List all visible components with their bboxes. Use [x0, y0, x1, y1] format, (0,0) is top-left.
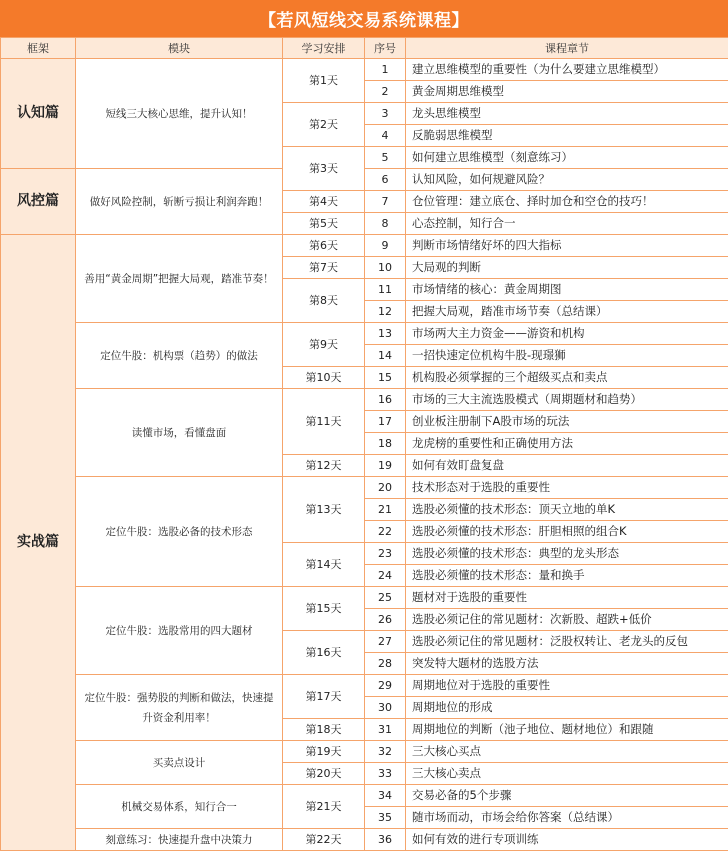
module-cell: 短线三大核心思维，提升认知！ [76, 59, 283, 169]
chapter-cell: 交易必备的5个步骤 [406, 785, 728, 807]
row-number: 27 [365, 631, 406, 653]
row-number: 14 [365, 345, 406, 367]
chapter-cell: 选股必须记住的常见题材：次新股、超跌+低价 [406, 609, 728, 631]
row-number: 8 [365, 213, 406, 235]
table-row [1, 389, 728, 411]
row-number: 36 [365, 829, 406, 851]
table-row [1, 829, 728, 851]
row-number: 10 [365, 257, 406, 279]
day-cell: 第12天 [283, 455, 365, 477]
chapter-cell: 周期地位对于选股的重要性 [406, 675, 728, 697]
row-number: 11 [365, 279, 406, 301]
row-number: 9 [365, 235, 406, 257]
chapter-cell: 如何建立思维模型（刻意练习） [406, 147, 728, 169]
row-number: 22 [365, 521, 406, 543]
table-row [1, 323, 728, 345]
chapter-cell: 选股必须懂的技术形态：顶天立地的单K [406, 499, 728, 521]
table-row [1, 741, 728, 763]
row-number: 33 [365, 763, 406, 785]
table-row [1, 235, 728, 257]
row-number: 34 [365, 785, 406, 807]
chapter-cell: 周期地位的判断（池子地位、题材地位）和跟随 [406, 719, 728, 741]
day-cell: 第17天 [283, 675, 365, 719]
chapter-cell: 黄金周期思维模型 [406, 81, 728, 103]
row-number: 29 [365, 675, 406, 697]
table-row [1, 59, 728, 81]
section-risk: 风控篇 [1, 169, 76, 235]
chapter-cell: 如何有效的进行专项训练 [406, 829, 728, 851]
section-cognition: 认知篇 [1, 59, 76, 169]
day-cell: 第9天 [283, 323, 365, 367]
chapter-cell: 建立思维模型的重要性（为什么要建立思维模型） [406, 59, 728, 81]
row-number: 21 [365, 499, 406, 521]
row-number: 17 [365, 411, 406, 433]
chapter-cell: 市场两大主力资金——游资和机构 [406, 323, 728, 345]
day-cell: 第16天 [283, 631, 365, 675]
row-number: 5 [365, 147, 406, 169]
row-number: 23 [365, 543, 406, 565]
chapter-cell: 选股必须懂的技术形态：量和换手 [406, 565, 728, 587]
day-cell: 第7天 [283, 257, 365, 279]
row-number: 24 [365, 565, 406, 587]
page-title: 【若风短线交易系统课程】 [0, 0, 728, 37]
row-number: 16 [365, 389, 406, 411]
day-cell: 第20天 [283, 763, 365, 785]
module-cell: 定位牛股：强势股的判断和做法，快速提升资金利用率！ [76, 675, 283, 741]
module-cell: 刻意练习：快速提升盘中决策力 [76, 829, 283, 851]
row-number: 31 [365, 719, 406, 741]
module-cell: 善用“黄金周期”把握大局观，踏准节奏！ [76, 235, 283, 323]
row-number: 6 [365, 169, 406, 191]
module-cell: 定位牛股：机构票（趋势）的做法 [76, 323, 283, 389]
day-cell: 第4天 [283, 191, 365, 213]
row-number: 25 [365, 587, 406, 609]
day-cell: 第10天 [283, 367, 365, 389]
header-module: 模块 [76, 38, 283, 59]
chapter-cell: 突发特大题材的选股方法 [406, 653, 728, 675]
row-number: 3 [365, 103, 406, 125]
row-number: 15 [365, 367, 406, 389]
module-cell: 定位牛股：选股常用的四大题材 [76, 587, 283, 675]
row-number: 30 [365, 697, 406, 719]
module-cell: 买卖点设计 [76, 741, 283, 785]
chapter-cell: 选股必须记住的常见题材：泛股权转让、老龙头的反包 [406, 631, 728, 653]
day-cell: 第18天 [283, 719, 365, 741]
chapter-cell: 反脆弱思维模型 [406, 125, 728, 147]
day-cell: 第8天 [283, 279, 365, 323]
chapter-cell: 龙头思维模型 [406, 103, 728, 125]
row-number: 20 [365, 477, 406, 499]
chapter-cell: 龙虎榜的重要性和正确使用方法 [406, 433, 728, 455]
day-cell: 第2天 [283, 103, 365, 147]
chapter-cell: 把握大局观，踏准市场节奏（总结课） [406, 301, 728, 323]
day-cell: 第3天 [283, 147, 365, 191]
day-cell: 第14天 [283, 543, 365, 587]
day-cell: 第15天 [283, 587, 365, 631]
day-cell: 第5天 [283, 213, 365, 235]
chapter-cell: 市场的三大主流选股模式（周期题材和趋势） [406, 389, 728, 411]
chapter-cell: 仓位管理：建立底仓、择时加仓和空仓的技巧！ [406, 191, 728, 213]
row-number: 7 [365, 191, 406, 213]
chapter-cell: 选股必须懂的技术形态：肝胆相照的组合K [406, 521, 728, 543]
chapter-cell: 技术形态对于选股的重要性 [406, 477, 728, 499]
chapter-cell: 随市场而动，市场会给你答案（总结课） [406, 807, 728, 829]
chapter-cell: 选股必须懂的技术形态：典型的龙头形态 [406, 543, 728, 565]
day-cell: 第19天 [283, 741, 365, 763]
row-number: 32 [365, 741, 406, 763]
header-framework: 框架 [1, 38, 76, 59]
row-number: 1 [365, 59, 406, 81]
row-number: 18 [365, 433, 406, 455]
chapter-cell: 认知风险，如何规避风险？ [406, 169, 728, 191]
table-row [1, 587, 728, 609]
day-cell: 第11天 [283, 389, 365, 455]
module-cell: 做好风险控制，斩断亏损让利润奔跑！ [76, 169, 283, 235]
row-number: 4 [365, 125, 406, 147]
chapter-cell: 一招快速定位机构牛股-现璟狮 [406, 345, 728, 367]
day-cell: 第1天 [283, 59, 365, 103]
day-cell: 第21天 [283, 785, 365, 829]
row-number: 35 [365, 807, 406, 829]
chapter-cell: 三大核心买点 [406, 741, 728, 763]
table-header-row [1, 38, 728, 59]
chapter-cell: 创业板注册制下A股市场的玩法 [406, 411, 728, 433]
module-cell: 读懂市场，看懂盘面 [76, 389, 283, 477]
table-row [1, 169, 728, 191]
chapter-cell: 周期地位的形成 [406, 697, 728, 719]
chapter-cell: 如何有效盯盘复盘 [406, 455, 728, 477]
chapter-cell: 三大核心卖点 [406, 763, 728, 785]
row-number: 12 [365, 301, 406, 323]
row-number: 13 [365, 323, 406, 345]
chapter-cell: 心态控制，知行合一 [406, 213, 728, 235]
header-chapter: 课程章节 [406, 38, 728, 59]
row-number: 2 [365, 81, 406, 103]
row-number: 19 [365, 455, 406, 477]
chapter-cell: 大局观的判断 [406, 257, 728, 279]
module-cell: 定位牛股：选股必备的技术形态 [76, 477, 283, 587]
chapter-cell: 市场情绪的核心：黄金周期图 [406, 279, 728, 301]
row-number: 26 [365, 609, 406, 631]
course-table [0, 37, 728, 851]
day-cell: 第6天 [283, 235, 365, 257]
day-cell: 第13天 [283, 477, 365, 543]
row-number: 28 [365, 653, 406, 675]
module-cell: 机械交易体系，知行合一 [76, 785, 283, 829]
table-row [1, 675, 728, 697]
chapter-cell: 题材对于选股的重要性 [406, 587, 728, 609]
table-row [1, 477, 728, 499]
chapter-cell: 判断市场情绪好坏的四大指标 [406, 235, 728, 257]
section-practice: 实战篇 [1, 235, 76, 851]
chapter-cell: 机构股必须掌握的三个超级买点和卖点 [406, 367, 728, 389]
table-row [1, 785, 728, 807]
header-schedule: 学习安排 [283, 38, 365, 59]
day-cell: 第22天 [283, 829, 365, 851]
header-number: 序号 [365, 38, 406, 59]
